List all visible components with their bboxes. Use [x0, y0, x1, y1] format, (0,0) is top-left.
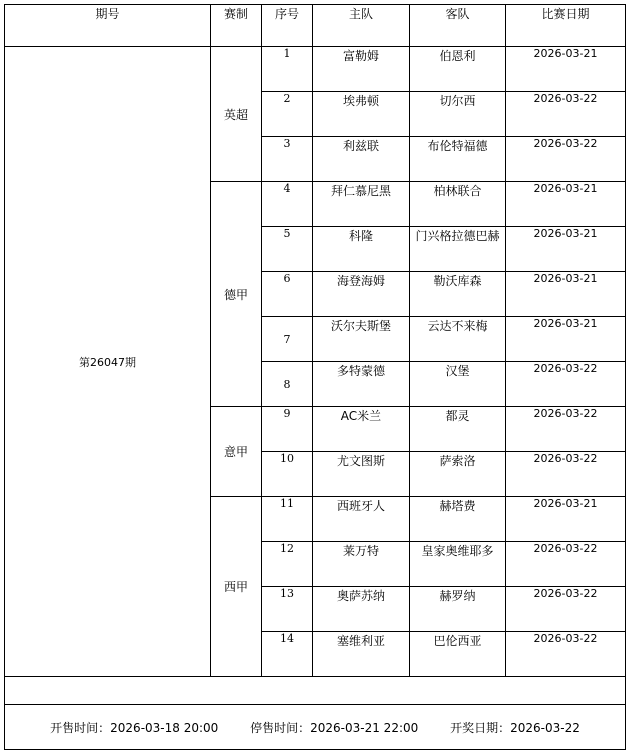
- home-cell: 沃尔夫斯堡: [313, 317, 410, 362]
- header-away: 客队: [410, 5, 506, 47]
- away-cell: 切尔西: [410, 92, 506, 137]
- home-cell: 莱万特: [313, 542, 410, 587]
- seq-cell: 14: [262, 632, 313, 677]
- seq-cell: 12: [262, 542, 313, 587]
- blank-row: [5, 677, 626, 705]
- away-cell: 萨索洛: [410, 452, 506, 497]
- seq-cell: 7: [262, 317, 313, 362]
- date-cell: 2026-03-22: [506, 137, 626, 182]
- home-cell: 科隆: [313, 227, 410, 272]
- draw-date: 开奖日期：2026-03-22: [450, 720, 580, 735]
- home-cell: 奥萨苏纳: [313, 587, 410, 632]
- schedule-table: [4, 4, 626, 750]
- date-cell: 2026-03-22: [506, 407, 626, 452]
- date-cell: 2026-03-21: [506, 497, 626, 542]
- date-cell: 2026-03-21: [506, 182, 626, 227]
- away-cell: 布伦特福德: [410, 137, 506, 182]
- date-cell: 2026-03-22: [506, 362, 626, 407]
- league-cell: 意甲: [211, 407, 262, 497]
- away-cell: 云达不来梅: [410, 317, 506, 362]
- away-cell: 勒沃库森: [410, 272, 506, 317]
- date-cell: 2026-03-21: [506, 47, 626, 92]
- date-cell: 2026-03-21: [506, 227, 626, 272]
- home-cell: 富勒姆: [313, 47, 410, 92]
- league-cell: 德甲: [211, 182, 262, 407]
- seq-cell: 10: [262, 452, 313, 497]
- away-cell: 都灵: [410, 407, 506, 452]
- home-cell: 埃弗顿: [313, 92, 410, 137]
- away-cell: 赫塔费: [410, 497, 506, 542]
- away-cell: 柏林联合: [410, 182, 506, 227]
- away-cell: 皇家奥维耶多: [410, 542, 506, 587]
- home-cell: 海登海姆: [313, 272, 410, 317]
- home-cell: 尤文图斯: [313, 452, 410, 497]
- footer-row: [5, 705, 626, 750]
- seq-cell: 8: [262, 362, 313, 407]
- table-row: [5, 47, 626, 92]
- seq-cell: 2: [262, 92, 313, 137]
- date-cell: 2026-03-22: [506, 92, 626, 137]
- header-home: 主队: [313, 5, 410, 47]
- date-cell: 2026-03-22: [506, 542, 626, 587]
- home-cell: 西班牙人: [313, 497, 410, 542]
- footer-cell: [5, 705, 626, 750]
- header-period: 期号: [5, 5, 211, 47]
- league-cell: 英超: [211, 47, 262, 182]
- home-cell: AC米兰: [313, 407, 410, 452]
- away-cell: 门兴格拉德巴赫: [410, 227, 506, 272]
- seq-cell: 9: [262, 407, 313, 452]
- home-cell: 利兹联: [313, 137, 410, 182]
- away-cell: 伯恩利: [410, 47, 506, 92]
- header-seq: 序号: [262, 5, 313, 47]
- date-cell: 2026-03-22: [506, 452, 626, 497]
- header-date: 比赛日期: [506, 5, 626, 47]
- away-cell: 汉堡: [410, 362, 506, 407]
- seq-cell: 3: [262, 137, 313, 182]
- seq-cell: 4: [262, 182, 313, 227]
- date-cell: 2026-03-21: [506, 272, 626, 317]
- seq-cell: 11: [262, 497, 313, 542]
- date-cell: 2026-03-22: [506, 587, 626, 632]
- league-cell: 西甲: [211, 497, 262, 677]
- seq-cell: 13: [262, 587, 313, 632]
- seq-cell: 5: [262, 227, 313, 272]
- away-cell: 巴伦西亚: [410, 632, 506, 677]
- seq-cell: 6: [262, 272, 313, 317]
- seq-cell: 1: [262, 47, 313, 92]
- home-cell: 拜仁慕尼黑: [313, 182, 410, 227]
- period-cell: 第26047期: [5, 47, 211, 677]
- header-league: 赛制: [211, 5, 262, 47]
- sale-stop-time: 停售时间：2026-03-21 22:00: [250, 720, 419, 735]
- away-cell: 赫罗纳: [410, 587, 506, 632]
- home-cell: 塞维利亚: [313, 632, 410, 677]
- home-cell: 多特蒙德: [313, 362, 410, 407]
- sale-start-time: 开售时间：2026-03-18 20:00: [50, 720, 219, 735]
- date-cell: 2026-03-22: [506, 632, 626, 677]
- header-row: [5, 5, 626, 47]
- blank-cell: [5, 677, 626, 705]
- date-cell: 2026-03-21: [506, 317, 626, 362]
